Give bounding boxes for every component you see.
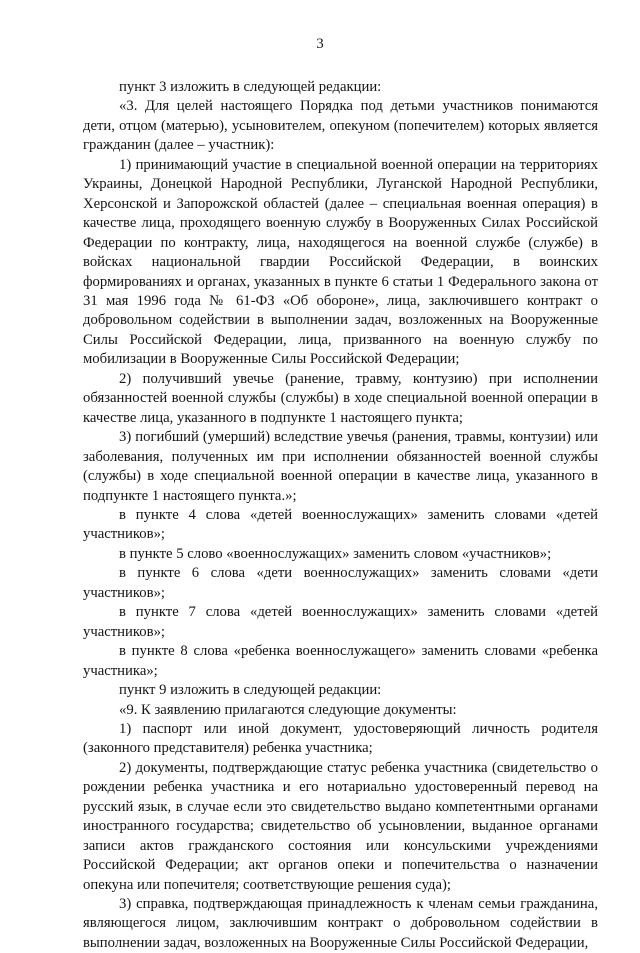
paragraph-p4-amendment: в пункте 4 слова «детей военнослужащих» заменить словами «детей участников»; — [83, 506, 598, 543]
document-body — [83, 78, 598, 953]
paragraph-subitem-1: 1) принимающий участие в специальной военной операции на территориях Украины, Донецкой Народной Республики, Луганской Народной Республики, Херсонской и Запорожской областей (далее – специальная военная операция) в качестве лица, проходящего военную службу в Вооруженных Силах Российской Федерации по контракту, лица, находящегося на военной службе (службе) в войсках национальной гвардии Российской Федерации, в воинских формированиях и органах, указанных в пункте 6 статьи 1 Федерального закона от 31 мая 1996 года № 61-ФЗ «Об обороне», лица, заключившего контракт о добровольном содействии в выполнении задач, возложенных на Вооруженные Силы Российской Федерации, лица, призванного на военную службу по мобилизации в Вооруженные Силы Российской Федерации; — [83, 156, 598, 368]
paragraph-p8-amendment: в пункте 8 слова «ребенка военнослужащего» заменить словами «ребенка участника»; — [83, 643, 598, 679]
paragraph-subitem-2: 2) получивший увечье (ранение, травму, контузию) при исполнении обязанностей военной службы (службы) в ходе специальной военной операции в качестве лица, указанного в подпункте 1 настоящего пункта; — [83, 370, 598, 426]
paragraph-p9-doc-2: 2) документы, подтверждающие статус ребенка участника (свидетельство о рождении ребенка участника и его нотариально удостоверенный перевод на русский язык, в случае если это свидетельство выдано компетентными органами иностранного государства; свидетельство об усыновлении, выданное органами записи актов гражданского состояния или консульскими учреждениями Российской Федерации; акт органов опеки и попечительства о назначении опекуна или попечителя; соответствующие решения суда); — [83, 759, 598, 893]
paragraph-p5-amendment: в пункте 5 слово «военнослужащих» заменить словом «участников»; — [119, 545, 552, 562]
page-number: 3 — [316, 36, 324, 52]
paragraph-p3-intro: пункт 3 изложить в следующей редакции: — [119, 79, 382, 95]
paragraph-p9-heading: «9. К заявлению прилагаются следующие документы: — [119, 701, 457, 718]
paragraph-p7-amendment: в пункте 7 слова «детей военнослужащих» заменить словами «детей участников»; — [83, 604, 598, 640]
paragraph-p9-doc-3: 3) справка, подтверждающая принадлежность к членам семьи гражданина, являющегося лицом, заключившим контракт о добровольном содействии в выполнении задач, возложенных на Вооруженные Силы Российской Федерации, — [83, 896, 598, 951]
paragraph-p9-doc-1: 1) паспорт или иной документ, удостоверяющий личность родителя (законного представителя) ребенка участника; — [83, 720, 598, 757]
paragraph-p6-amendment: в пункте 6 слова «дети военнослужащих» заменить словами «дети участников»; — [83, 565, 598, 601]
paragraph-p9-intro: пункт 9 изложить в следующей редакции: — [119, 682, 382, 699]
paragraph-p3-definition: «3. Для целей настоящего Порядка под детьми участников понимаются дети, отцом (матерью), усыновителем, опекуном (попечителем) которых является гражданин (далее – участник): — [83, 98, 598, 154]
paragraph-subitem-3: 3) погибший (умерший) вследствие увечья (ранения, травмы, контузии) или заболевания, полученных им при исполнении обязанностей военной службы (службы) в ходе специальной военной операции в качестве лица, указанного в подпункте 1 настоящего пункта.»; — [83, 429, 598, 504]
